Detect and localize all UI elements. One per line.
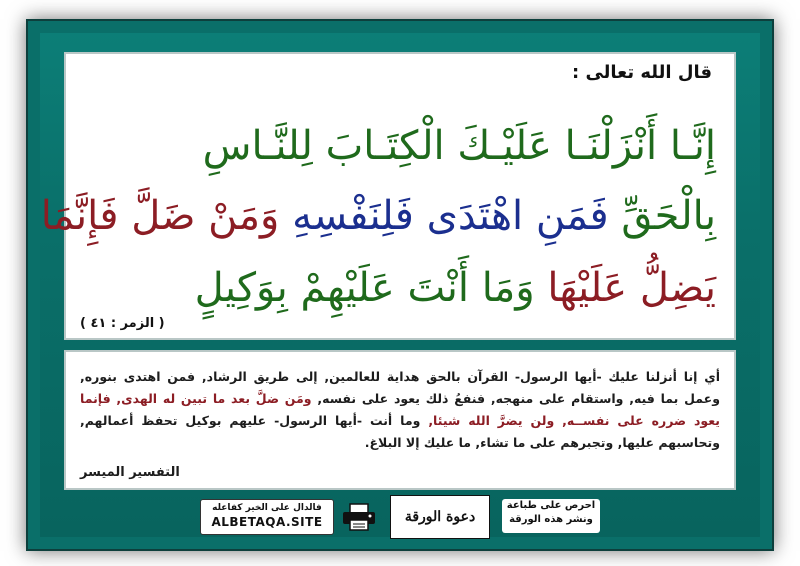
intro-text: قال الله تعالى : xyxy=(571,62,712,83)
tafsir-source: التفسير الميسر xyxy=(80,465,180,480)
logo-text: دعوة الورقة xyxy=(404,509,476,525)
tafsir-part-3: وما أنت -أيها الرسول- عليهم بوكيل تحفظ أعمالهم, وتحاسبهم عليها, وتجبرهم على ما تشاء, ما عليك إلا البلاغ. xyxy=(80,413,720,450)
footer-print-note xyxy=(502,499,600,533)
tafsir-panel xyxy=(64,350,736,490)
ayah-line-3-part-a: يَضِلُّ عَلَيْهَا xyxy=(547,265,716,311)
footer-slogan: فالدال على الخير كفاعله xyxy=(212,503,322,513)
surah-reference: ( الزمر : ٤١ ) xyxy=(80,316,165,331)
ayah-line-2-part-b: فَمَنِ اهْتَدَى فَلِنَفْسِهِ xyxy=(292,193,609,239)
ayah-line-2-part-c: وَمَنْ ضَلَّ فَإِنَّمَا xyxy=(40,193,280,239)
ayah-line-2-part-a: بِالْحَقِّ xyxy=(621,193,716,239)
printer-icon xyxy=(342,503,376,531)
tafsir-part-1: أي إنا أنزلنا عليك -أيها الرسول- القرآن بالحق هداية للعالمين, إلى طريق الرشاد, فمن اهتدى بنوره, وعمل بما فيه, واستقام على منهجه, فنفعُ ذلك يعود على نفسه, xyxy=(80,369,720,406)
footer-site-link[interactable]: ALBETAQA.SITE xyxy=(211,515,323,529)
print-note-line-2: ونشر هذه الورقة xyxy=(509,514,593,525)
ayah-line-1: إِنَّـا أَنْزَلْنَـا عَلَيْـكَ الْكِتَـابَ لِلنَّـاسِ xyxy=(202,123,716,169)
tafsir-part-2: ومَن ضلَّ بعد ما تبين له الهدى, فإنما يعود ضرره على نفســه, ولن يضرَّ الله شيئا, xyxy=(80,391,720,428)
footer-site-box xyxy=(200,499,334,535)
dawah-logo xyxy=(390,495,490,539)
footer-bar xyxy=(200,493,600,539)
ayah-line-3 xyxy=(84,266,716,310)
tafsir-text xyxy=(80,366,720,454)
ayah-line-2 xyxy=(40,193,716,239)
print-note-line-1: احرص على طباعة xyxy=(506,500,596,511)
quran-panel xyxy=(40,52,736,340)
ayah-line-3-part-b: وَمَا أَنْتَ عَلَيْهِمْ بِوَكِيلٍ xyxy=(194,265,535,311)
